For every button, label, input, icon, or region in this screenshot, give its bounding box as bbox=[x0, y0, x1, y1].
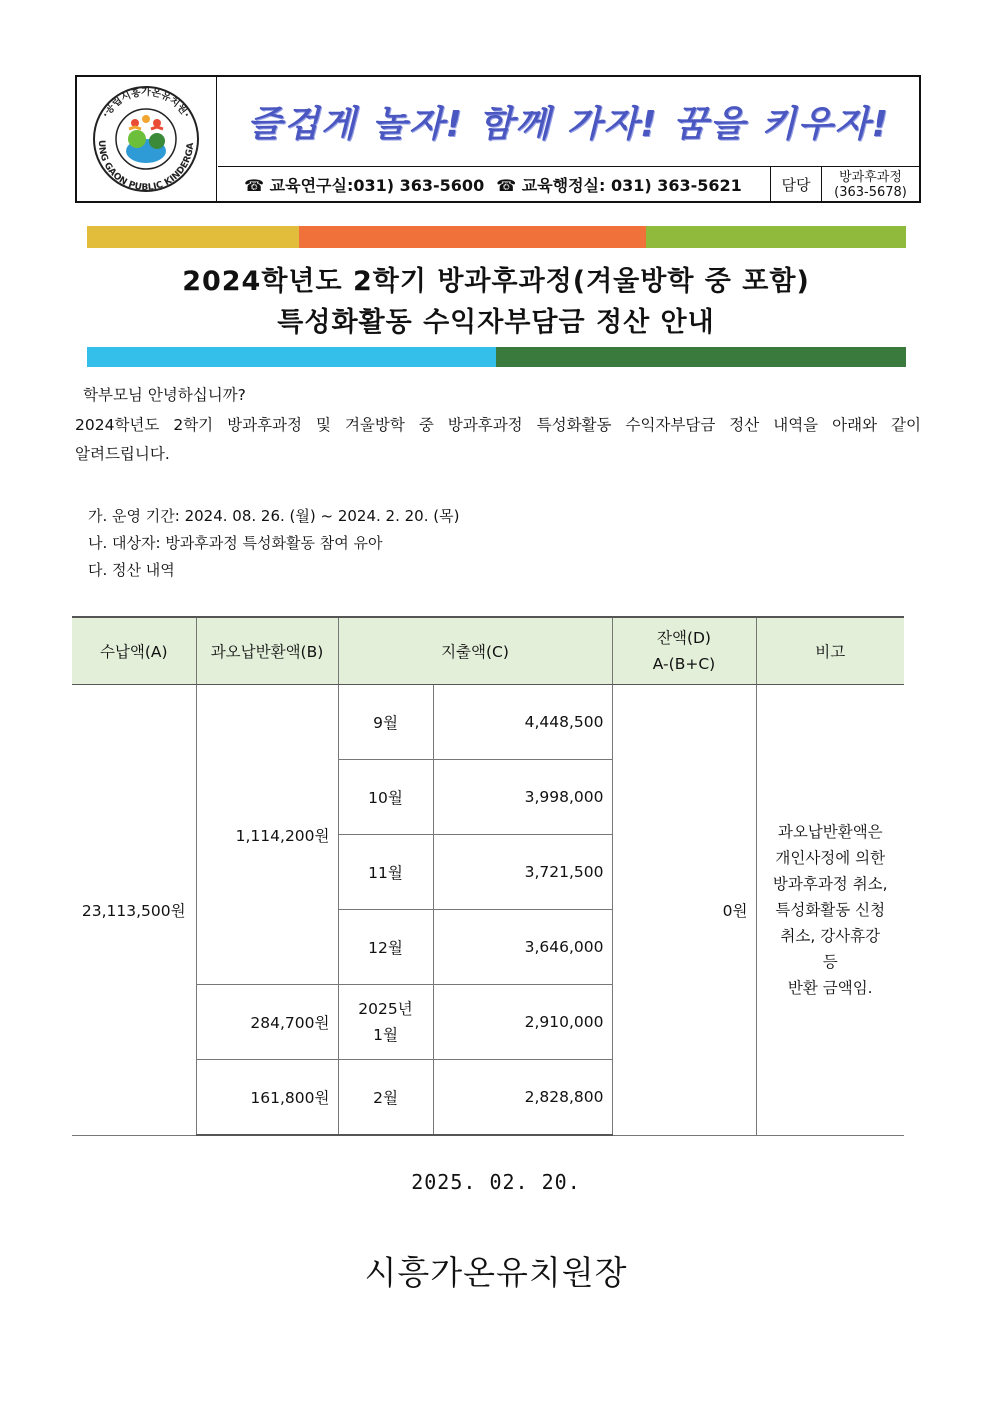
kindergarten-logo bbox=[77, 77, 216, 201]
month-cell: 9월 bbox=[338, 685, 433, 760]
refund-amount: 161,800원 bbox=[196, 1060, 338, 1136]
header-balance bbox=[612, 617, 756, 685]
month-cell: 11월 bbox=[338, 835, 433, 910]
month-cell: 10월 bbox=[338, 760, 433, 835]
color-bar-skyblue bbox=[87, 347, 496, 367]
table-row bbox=[72, 685, 904, 760]
received-total: 23,113,500원 bbox=[72, 685, 196, 1136]
header-balance-label: 잔액(D) bbox=[657, 629, 711, 647]
expense-cell: 3,998,000 bbox=[433, 760, 612, 835]
table-header-row bbox=[72, 617, 904, 685]
document-date: 2025. 02. 20. bbox=[411, 1170, 581, 1194]
intro-paragraph bbox=[75, 411, 921, 469]
month-year: 2025년 bbox=[358, 1000, 413, 1018]
item-target: 나. 대상자: 방과후과정 특성화활동 참여 유아 bbox=[88, 534, 383, 552]
note-line: 방과후과정 취소, bbox=[772, 874, 888, 893]
note-line: 반환 금액임. bbox=[787, 978, 873, 997]
intro-line1: 2024학년도 2학기 방과후과정 및 겨울방학 중 방과후과정 특성화활동 수익자부담금 정산 내역을 아래와 같이 bbox=[75, 416, 921, 434]
header-received: 수납액(A) bbox=[72, 617, 196, 685]
color-bar-yellow bbox=[87, 226, 299, 248]
department-phone: (363-5678) bbox=[834, 184, 907, 200]
signature: 시흥가온유치원장 bbox=[364, 1253, 628, 1292]
person-in-charge-label: 담당 bbox=[770, 167, 822, 202]
expense-cell: 3,646,000 bbox=[433, 910, 612, 985]
item-period: 가. 운영 기간: 2024. 08. 26. (월) ~ 2024. 2. 20. (목) bbox=[88, 507, 460, 525]
svg-text:·공립시흥가온유치원·: ·공립시흥가온유치원· bbox=[100, 87, 192, 120]
color-bar-green bbox=[646, 226, 906, 248]
refund-amount: 1,114,200원 bbox=[196, 685, 338, 985]
header-expense: 지출액(C) bbox=[338, 617, 612, 685]
department: 방과후과정 bbox=[839, 169, 902, 185]
note-line: 등 bbox=[822, 952, 838, 971]
header-note: 비고 bbox=[756, 617, 904, 685]
greeting: 학부모님 안녕하십니까? bbox=[83, 386, 246, 404]
note-line: 개인사정에 의한 bbox=[775, 848, 886, 867]
contact-info bbox=[218, 167, 768, 202]
intro-line2: 알려드립니다. bbox=[75, 445, 170, 463]
document-title-line2: 특성화활동 수익자부담금 정산 안내 bbox=[277, 307, 715, 338]
header-balance-formula: A-(B+C) bbox=[652, 655, 716, 673]
slogan: 즐겁게 놀자! 함께 가자! 꿈을 키우자! bbox=[247, 104, 890, 145]
note-line: 특성화활동 신청 bbox=[775, 900, 886, 919]
person-in-charge bbox=[822, 167, 919, 202]
expense-cell: 2,910,000 bbox=[433, 985, 612, 1060]
note-cell bbox=[756, 685, 904, 1136]
contact-research: ☎ 교육연구실:031) 363-5600 bbox=[244, 176, 485, 195]
note-line: 취소, 강사휴강 bbox=[780, 926, 881, 945]
month-cell: 2월 bbox=[338, 1060, 433, 1136]
color-bar-darkgreen bbox=[496, 347, 906, 367]
month-cell: 12월 bbox=[338, 910, 433, 985]
contact-row bbox=[218, 166, 919, 202]
note-line: 과오납반환액은 bbox=[777, 822, 883, 841]
logo-cell bbox=[77, 77, 217, 201]
color-bar-orange bbox=[299, 226, 646, 248]
expense-cell: 2,828,800 bbox=[433, 1060, 612, 1136]
expense-cell: 3,721,500 bbox=[433, 835, 612, 910]
item-details: 다. 정산 내역 bbox=[88, 561, 175, 579]
month-cell bbox=[338, 985, 433, 1060]
svg-text:SIHEUNG GAON PUBLIC KINDERGART: UNG GAON PUBLIC KINDERGA bbox=[95, 139, 197, 194]
expense-cell: 4,448,500 bbox=[433, 685, 612, 760]
header-refund: 과오납반환액(B) bbox=[196, 617, 338, 685]
document-title-line1: 2024학년도 2학기 방과후과정(겨울방학 중 포함) bbox=[182, 266, 810, 297]
contact-admin: ☎ 교육행정실: 031) 363-5621 bbox=[496, 176, 742, 195]
month-month: 1월 bbox=[373, 1026, 398, 1044]
letterhead bbox=[75, 75, 921, 203]
balance-value: 0원 bbox=[612, 685, 756, 1136]
refund-amount: 284,700원 bbox=[196, 985, 338, 1060]
settlement-table bbox=[72, 616, 904, 1136]
